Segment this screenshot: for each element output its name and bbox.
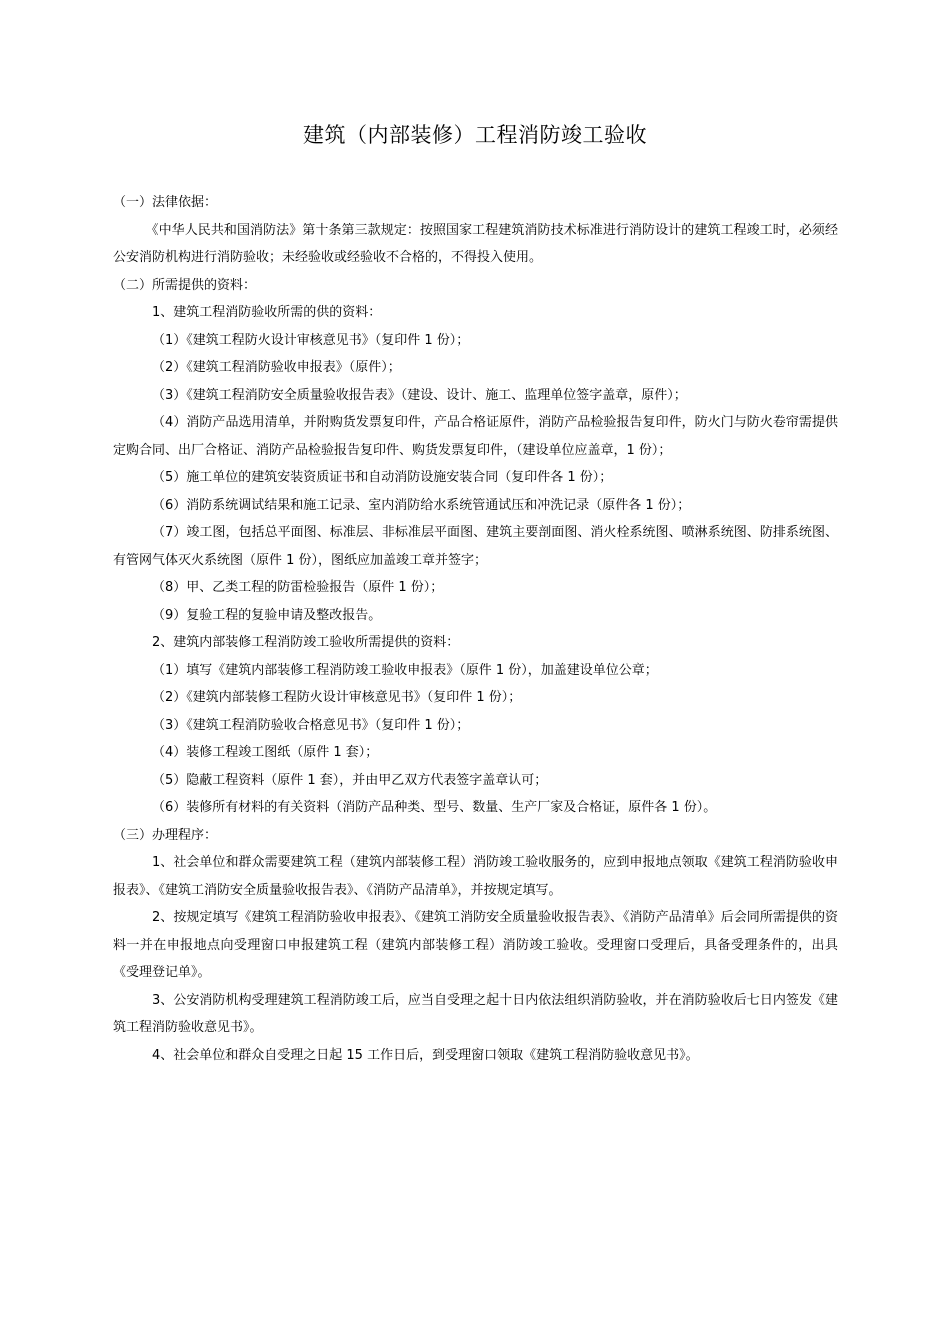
procedure-step: 2、按规定填写《建筑工程消防验收申报表》、《建筑工消防安全质量验收报告表》、《消防产品清单》后会同所需提供的资料一并在申报地点向受理窗口申报建筑工程（建筑内部装修工程）消防竣工验收。受理窗口受理后，具备受理条件的，出具《受理登记单》。 — [113, 910, 838, 980]
section-heading-procedure: （三）办理程序： — [113, 827, 218, 843]
section-heading-legal-basis: （一）法律依据： — [113, 195, 218, 210]
section-heading-required-materials: （二）所需提供的资料： — [113, 277, 257, 293]
list-item: （3）《建筑工程消防验收合格意见书》（复印件 1 份）； — [152, 717, 470, 733]
paragraph-law-citation: 《中华人民共和国消防法》第十条第三款规定：按照国家工程建筑消防技术标准进行消防设计的建筑工程竣工时，必须经公安消防机构进行消防验收；未经验收或经验收不合格的，不得投入使用。 — [113, 222, 838, 265]
document-title: 建筑（内部装修）工程消防竣工验收 — [303, 123, 647, 147]
document-body — [113, 189, 838, 1069]
list-item: （6）装修所有材料的有关资料（消防产品种类、型号、数量、生产厂家及合格证，原件各 1 份）。 — [152, 800, 717, 815]
list-item: （4）消防产品选用清单，并附购货发票复印件，产品合格证原件，消防产品检验报告复印件，防火门与防火卷帘需提供定购合同、出厂合格证、消防产品检验报告复印件、购货发票复印件，（建设单位应盖章，1 份）； — [113, 415, 838, 458]
list-item: （7）竣工图，包括总平面图、标准层、非标准层平面图、建筑主要剖面图、消火栓系统图、喷淋系统图、防排系统图、有管网气体灭火系统图（原件 1 份），图纸应加盖竣工章并签字； — [113, 525, 838, 568]
list-item: （5）隐蔽工程资料（原件 1 套），并由甲乙双方代表签字盖章认可； — [152, 772, 548, 788]
list-item: （4）装修工程竣工图纸（原件 1 套）； — [152, 745, 379, 760]
list-item: （6）消防系统调试结果和施工记录、室内消防给水系统管通试压和冲洗记录（原件各 1 份）； — [152, 497, 691, 513]
list-item: （1）填写《建筑内部装修工程消防竣工验收申报表》（原件 1 份），加盖建设单位公章； — [152, 662, 658, 678]
subsection-building-materials: 1、建筑工程消防验收所需的供的资料： — [152, 305, 382, 320]
list-item: （2）《建筑内部装修工程防火设计审核意见书》（复印件 1 份）； — [152, 690, 522, 705]
list-item: （5）施工单位的建筑安装资质证书和自动消防设施安装合同（复印件各 1 份）； — [152, 470, 613, 485]
procedure-step: 3、公安消防机构受理建筑工程消防竣工后，应当自受理之起十日内依法组织消防验收，并在消防验收后七日内签发《建筑工程消防验收意见书》。 — [113, 992, 838, 1035]
procedure-step: 4、社会单位和群众自受理之日起 15 工作日后，到受理窗口领取《建筑工程消防验收意见书》。 — [152, 1047, 699, 1063]
list-item: （3）《建筑工程消防安全质量验收报告表》（建设、设计、施工、监理单位签字盖章，原件）； — [152, 387, 687, 403]
list-item: （9）复验工程的复验申请及整改报告。 — [152, 607, 382, 623]
list-item: （1）《建筑工程防火设计审核意见书》（复印件 1 份）； — [152, 332, 470, 348]
subsection-interior-decoration-materials: 2、建筑内部装修工程消防竣工验收所需提供的资料： — [152, 635, 460, 650]
list-item: （8）甲、乙类工程的防雷检验报告（原件 1 份）； — [152, 580, 444, 595]
list-item: （2）《建筑工程消防验收申报表》（原件）； — [152, 360, 401, 375]
procedure-step: 1、社会单位和群众需要建筑工程（建筑内部装修工程）消防竣工验收服务的，应到申报地点领取《建筑工程消防验收申报表》、《建筑工消防安全质量验收报告表》、《消防产品清单》，并按规定填写。 — [113, 855, 838, 898]
